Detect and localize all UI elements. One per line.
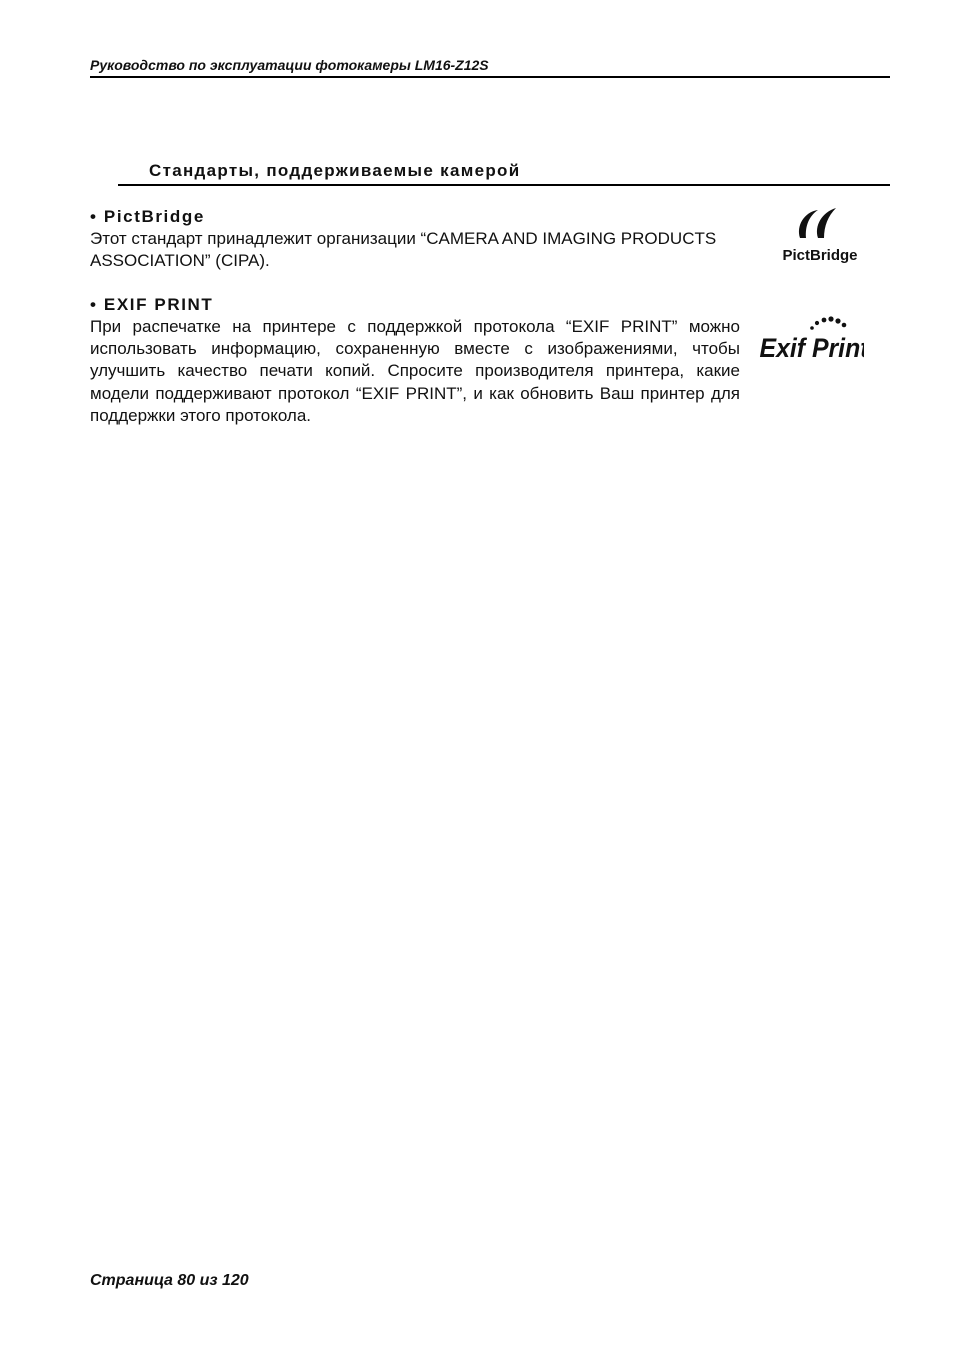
section-title (118, 160, 890, 186)
exif-heading: • EXIF PRINT (90, 295, 214, 314)
pictbridge-logo (778, 204, 862, 271)
exif-print-logo-icon (754, 314, 864, 366)
exif-body: При распечатке на принтере с поддержкой протокола “EXIF PRINT” можно использовать информацию, сохраненную вместе с изображениями, чтобы улучшить качество печати копий. Спросите производителя принтера, какие модели поддерживают протокол “EXIF PRINT”, и как обновить Ваш принтер для поддержки этого протокола. (90, 317, 740, 425)
exif-section (90, 294, 740, 427)
pictbridge-logo-icon (778, 204, 862, 266)
page-header: Руководство по эксплуатации фотокамеры LM16-Z12S (90, 56, 890, 78)
svg-text:PictBridge: PictBridge (782, 247, 858, 264)
svg-text:Exif Print: Exif Print (759, 334, 864, 364)
pictbridge-heading: • PictBridge (90, 207, 205, 226)
exif-print-logo (754, 314, 864, 371)
pictbridge-body: Этот стандарт принадлежит организации “CAMERA AND IMAGING PRODUCTS ASSOCIATION” (CIPA). (90, 229, 717, 271)
pictbridge-section (90, 206, 740, 272)
section-title-text: Стандарты, поддерживаемые камерой (149, 161, 521, 180)
page-footer: Страница 80 из 120 (90, 1272, 249, 1289)
